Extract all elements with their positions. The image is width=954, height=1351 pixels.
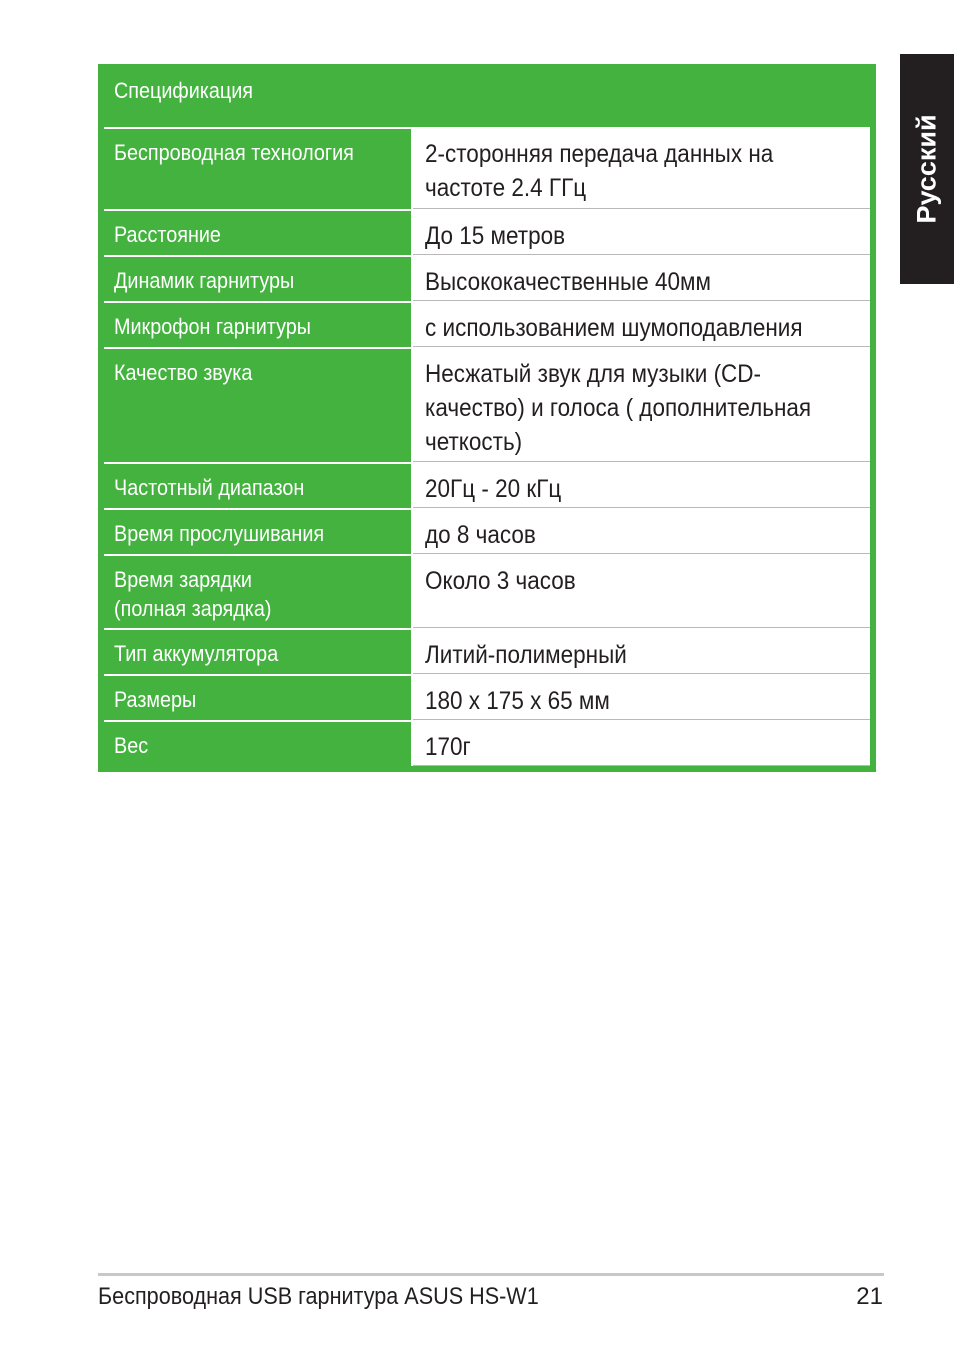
table-row [104, 209, 870, 255]
row-label: Качество звука [104, 349, 413, 462]
row-label: Время зарядки (полная зарядка) [104, 556, 413, 628]
row-value: 170г [413, 722, 870, 766]
table-row [104, 347, 870, 462]
page-number: 21 [856, 1283, 883, 1310]
row-value: 20Гц - 20 кГц [413, 464, 870, 508]
row-label: Частотный диапазон [104, 464, 413, 508]
table-row [104, 508, 870, 554]
row-value: Литий-полимерный [413, 630, 870, 674]
table-row [104, 554, 870, 628]
table-row [104, 127, 870, 209]
table-row [104, 255, 870, 301]
row-value: до 8 часов [413, 510, 870, 554]
row-value: 180 x 175 x 65 мм [413, 676, 870, 720]
footer-product-title: Беспроводная USB гарнитура ASUS HS-W1 [98, 1283, 539, 1310]
table-row [104, 674, 870, 720]
table-row [104, 628, 870, 674]
row-label: Вес [104, 722, 413, 766]
spec-table [98, 64, 876, 772]
table-row [104, 720, 870, 766]
row-label: Расстояние [104, 211, 413, 255]
row-label: Беспроводная технология [104, 129, 413, 209]
row-value: Около 3 часов [413, 556, 870, 628]
row-label: Размеры [104, 676, 413, 720]
row-value: Несжатый звук для музыки (CD-качество) и голоса ( дополнительная четкость) [413, 349, 870, 462]
spec-table-header: Спецификация [114, 78, 254, 103]
row-label: Тип аккумулятора [104, 630, 413, 674]
row-value: Высококачественные 40мм [413, 257, 870, 301]
footer-divider [98, 1273, 884, 1276]
table-row [104, 462, 870, 508]
row-label: Динамик гарнитуры [104, 257, 413, 301]
table-row [104, 301, 870, 347]
row-value: с использованием шумоподавления [413, 303, 870, 347]
row-value: До 15 метров [413, 211, 870, 255]
row-label: Микрофон гарнитуры [104, 303, 413, 347]
language-tab-label: Русский [911, 114, 942, 224]
row-label: Время прослушивания [104, 510, 413, 554]
row-value: 2-сторонняя передача данных на частоте 2.4 ГГц [413, 129, 870, 209]
spec-table-rows [104, 127, 870, 766]
language-side-tab [900, 54, 954, 284]
